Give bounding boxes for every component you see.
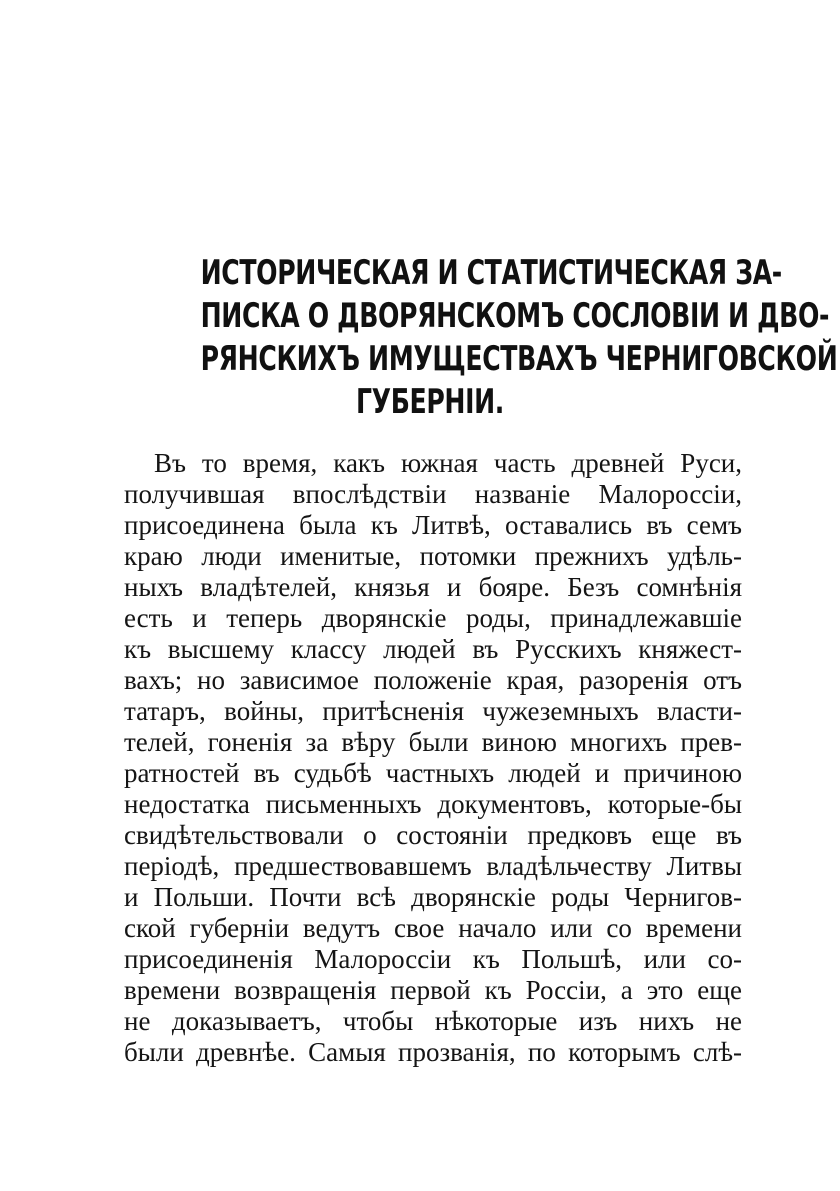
text-line: татаръ, войны, притѣсненія чужеземныхъ власти- — [124, 696, 742, 726]
text-line: ныхъ владѣтелей, князья и бояре. Безъ сомнѣнія — [124, 572, 742, 602]
text-line: не доказываетъ, чтобы нѣкоторые изъ нихъ не — [124, 1006, 742, 1036]
text-line: вахъ; но зависимое положеніе края, разоренія отъ — [124, 665, 742, 695]
page-title — [200, 252, 838, 424]
text-line: присоединена была къ Литвѣ, оставались въ семъ — [124, 510, 742, 540]
text-line: времени возвращенія первой къ Россіи, а это еще — [124, 975, 742, 1005]
text-line: были древнѣе. Самыя прозванія, по которымъ слѣ- — [124, 1037, 742, 1067]
text-line: недостатка письменныхъ документовъ, которые-бы — [124, 789, 742, 819]
text-line: къ высшему классу людей въ Русскихъ княжест- — [124, 634, 742, 664]
title-line: ПИСКА О ДВОРЯНСКОМЪ СОСЛОВІИ И ДВО- — [200, 296, 830, 336]
text-line: есть и теперь дворянскіе роды, принадлежавшіе — [124, 603, 742, 633]
body-paragraph — [124, 448, 742, 1068]
text-line: свидѣтельствовали о состояніи предковъ еще въ — [124, 820, 742, 850]
text-line: ской губерніи ведутъ свое начало или со времени — [124, 913, 742, 943]
text-line: телей, гоненія за вѣру были виною многихъ прев- — [124, 727, 742, 757]
text-line: краю люди именитые, потомки прежнихъ удѣль- — [124, 541, 742, 571]
text-line: присоединенія Малороссіи къ Польшѣ, или со- — [124, 944, 742, 974]
text-line: ратностей въ судьбѣ частныхъ людей и причиною — [124, 758, 742, 788]
text-line: получившая впослѣдствіи названіе Малороссіи, — [124, 479, 742, 509]
text-line: и Польши. Почти всѣ дворянскіе роды Чернигов- — [124, 882, 742, 912]
title-line: ИСТОРИЧЕСКАЯ И СТАТИСТИЧЕСКАЯ ЗА- — [200, 253, 782, 293]
title-line: РЯНСКИХЪ ИМУЩЕСТВАХЪ ЧЕРНИГОВСКОЙ — [200, 339, 838, 379]
text-line: Въ то время, какъ южная часть древней Руси, — [154, 448, 742, 478]
title-line: ГУБЕРНІИ. — [356, 382, 504, 422]
text-line: періодѣ, предшествовавшемъ владѣльчеству Литвы — [124, 851, 742, 881]
